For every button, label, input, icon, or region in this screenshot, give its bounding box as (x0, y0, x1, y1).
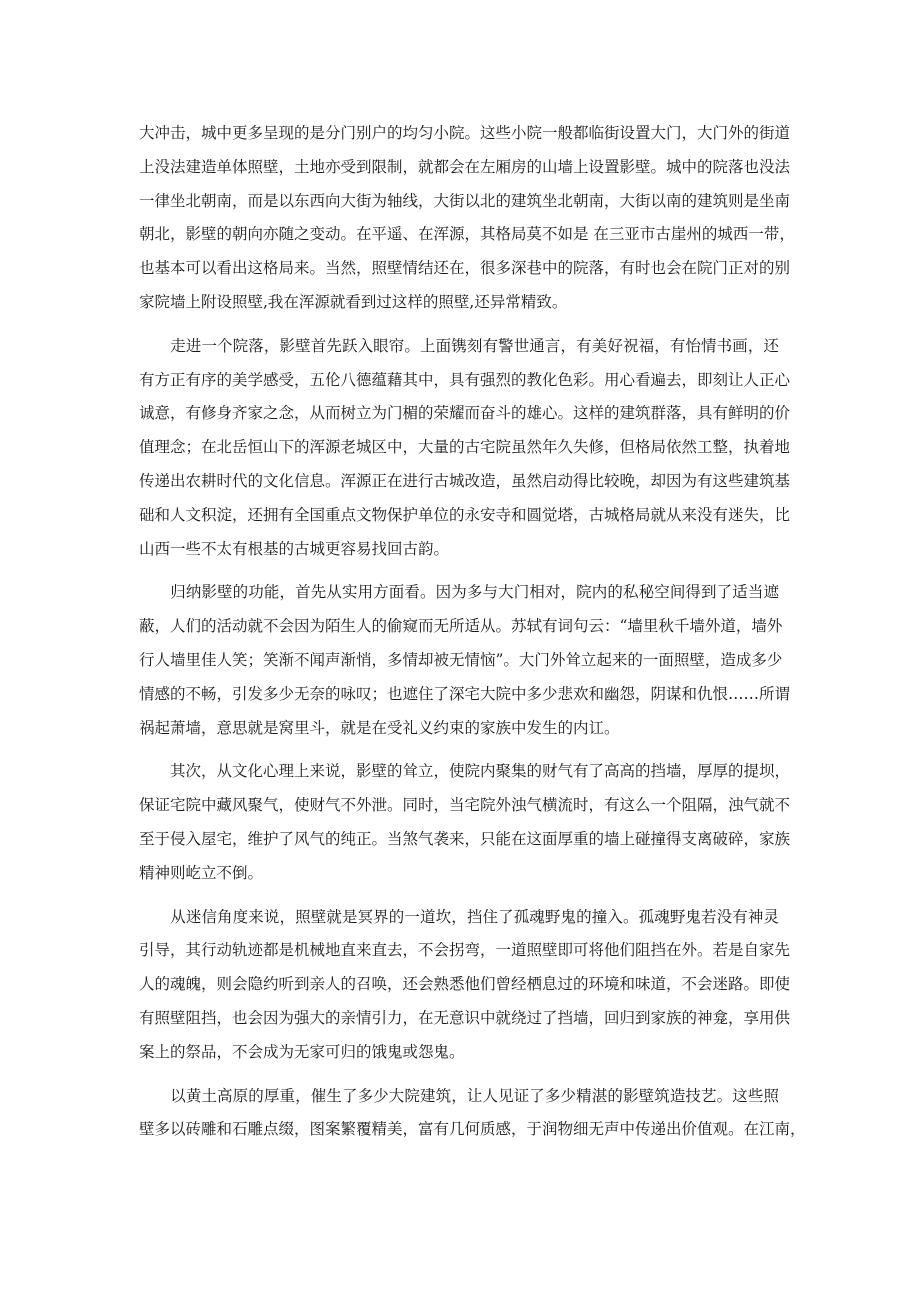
text-line: 从迷信角度来说，照壁就是冥界的一道坎，挡住了孤魂野鬼的撞入。孤魂野鬼若没有神灵 (139, 907, 779, 926)
text-line: 有方正有序的美学感受，五伦八德蕴藉其中，具有强烈的教化色彩。用心看遍去，即刻让人正心 (139, 370, 791, 389)
text-line: 大冲击，城中更多呈现的是分门别户的均匀小院。这些小院一般都临街设置大门，大门外的街道 (139, 124, 791, 142)
paragraph (139, 330, 791, 567)
text-line: 保证宅院中藏风聚气，使财气不外泄。同时，当宅院外浊气横流时，有这么一个阻隔，浊气就不 (139, 796, 791, 815)
paragraph (139, 755, 791, 890)
text-line: 上没法建造单体照壁，土地亦受到限制，就都会在左厢房的山墙上设置影壁。城中的院落也没法 (139, 157, 791, 176)
text-line: 壁多以砖雕和石雕点缀，图案繁覆精美，富有几何质感，于润物细无声中传递出价值观。在江南， (139, 1120, 806, 1139)
text-line: 至于侵入屋宅，维护了风气的纯正。当煞气袭来，只能在这面厚重的墙上碰撞得支离破碎，家族 (139, 829, 791, 848)
text-line: 朝北，影壁的朝向亦随之变动。在平遥、在浑源，其格局莫不如是 在三亚市古崖州的城西一带， (139, 225, 795, 244)
text-line: 家院墙上附设照壁,我在浑源就看到过这样的照壁,还异常精致。 (139, 292, 568, 311)
text-line: 以黄土高原的厚重，催生了多少大院建筑，让人见证了多少精湛的影壁筑造技艺。这些照 (139, 1086, 779, 1105)
paragraph (139, 117, 795, 320)
text-line: 诚意，有修身齐家之念，从而树立为门楣的荣耀而奋斗的雄心。这样的建筑群落，具有鲜明的价 (139, 404, 791, 423)
text-line: 础和人文积淀，还拥有全国重点文物保护单位的永安寺和圆觉塔，古城格局就从来没有迷失，比 (139, 505, 791, 524)
text-line: 山西一些不太有根基的古城更容易找回古韵。 (139, 539, 450, 558)
paragraph (139, 576, 791, 745)
text-line: 有照壁阻挡，也会因为强大的亲情引力，在无意识中就绕过了挡墙，回归到家族的神龛，享用供 (139, 1008, 791, 1027)
text-line: 行人墙里佳人笑；笑渐不闻声渐悄，多情却被无情恼”。大门外耸立起来的一面照壁，造成多少 (139, 650, 783, 669)
text-line: 案上的祭品，不会成为无家可归的饿鬼或怨鬼。 (139, 1042, 465, 1061)
text-line: 一律坐北朝南，而是以东西向大街为轴线，大街以北的建筑坐北朝南，大街以南的建筑则是坐南 (139, 191, 791, 210)
paragraph (139, 1080, 806, 1148)
text-line: 情感的不畅，引发多少无奈的咏叹；也遮住了深宅大院中多少悲欢和幽怨，阴谋和仇恨……所谓 (139, 684, 791, 703)
text-line: 归纳影壁的功能，首先从实用方面看。因为多与大门相对，院内的私秘空间得到了适当遮 (139, 583, 779, 602)
text-line: 其次，从文化心理上来说，影壁的耸立，使院内聚集的财气有了高高的挡墙，厚厚的提坝， (139, 762, 791, 781)
text-line: 值理念；在北岳恒山下的浑源老城区中，大量的古宅院虽然年久失修，但格局依然工整，执着地 (139, 438, 791, 457)
text-line: 传递出农耕时代的文化信息。浑源正在进行古城改造，虽然启动得比较晚，却因为有这些建筑基 (139, 471, 791, 490)
article-body (139, 117, 806, 1147)
text-line: 走进一个院落，影壁首先跃入眼帘。上面镌刻有警世通言，有美好祝福，有怡情书画，还 (139, 336, 779, 355)
text-line: 祸起萧墙，意思就是窝里斗，就是在受礼义约束的家族中发生的内讧。 (139, 718, 620, 737)
text-line: 精神则屹立不倒。 (139, 863, 264, 882)
text-line: 蔽，人们的活动就不会因为陌生人的偷窥而无所适从。苏轼有词句云：“墙里秋千墙外道，墙外 (139, 617, 783, 636)
paragraph (139, 901, 791, 1070)
text-line: 引导，其行动轨迹都是机械地直来直去，不会拐弯，一道照壁即可将他们阻挡在外。若是自家先 (139, 941, 791, 960)
text-line: 人的魂魄，则会隐约听到亲人的召唤，还会熟悉他们曾经栖息过的环境和味道，不会迷路。即使 (139, 975, 791, 994)
text-line: 也基本可以看出这格局来。当然，照壁情结还在，很多深巷中的院落，有时也会在院门正对的别 (139, 259, 791, 278)
